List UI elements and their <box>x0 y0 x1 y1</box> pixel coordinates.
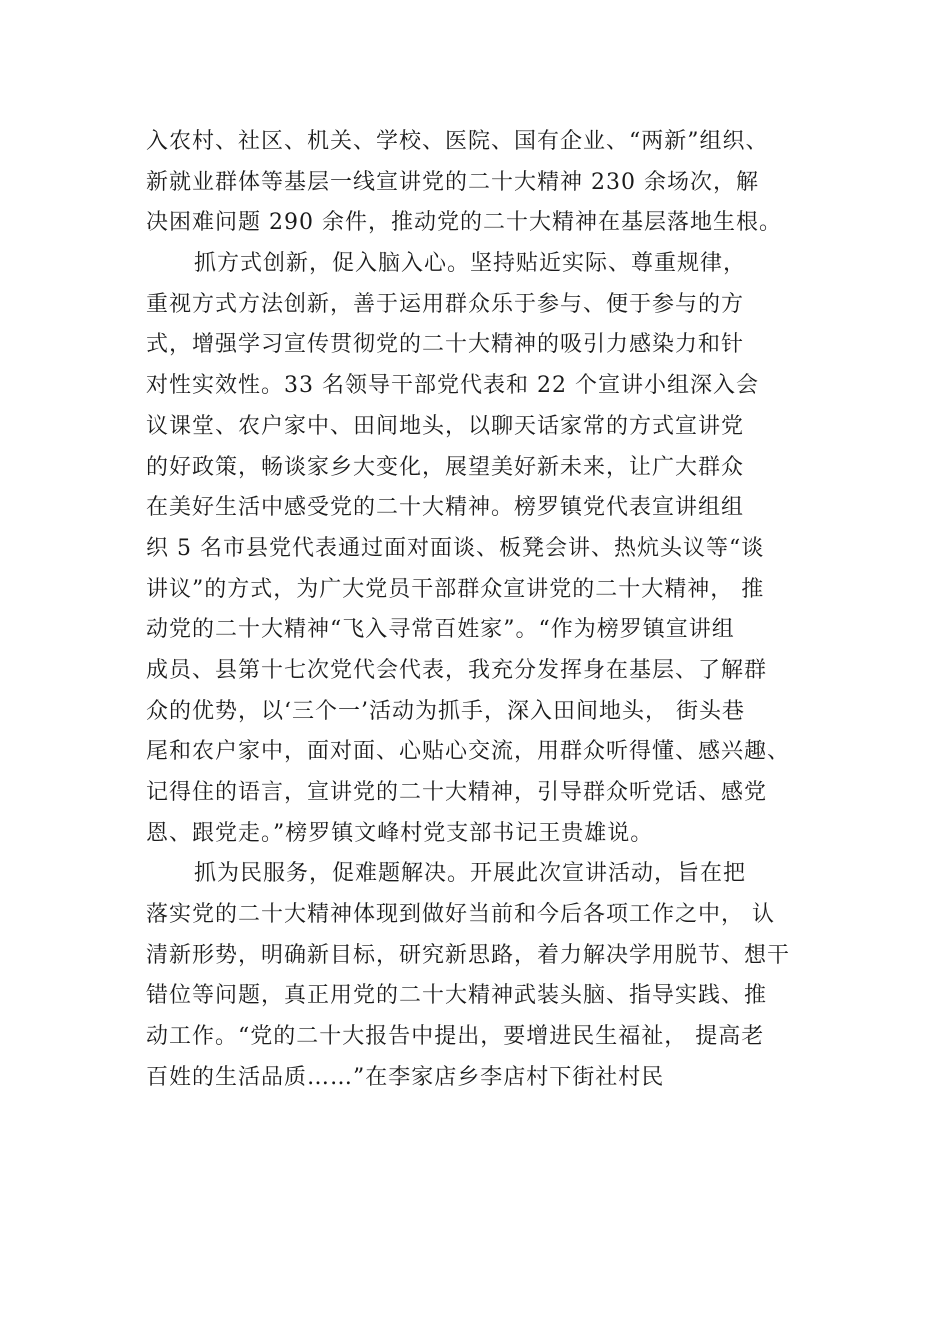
text-line: 错位等问题，真正用党的二十大精神武装头脑、指导实践、推 <box>146 983 768 1009</box>
text-line: 织 5 名市县党代表通过面对面谈、板凳会讲、热炕头议等“谈 <box>146 535 765 561</box>
text-line: 决困难问题 290 余件，推动党的二十大精神在基层落地生根。 <box>146 210 782 236</box>
text-line: 百姓的生活品质……”在李家店乡李店村下街社村民 <box>146 1064 665 1090</box>
text-line: 对性实效性。33 名领导干部党代表和 22 个宣讲小组深入会 <box>146 373 759 399</box>
text-line: 的好政策，畅谈家乡大变化，展望美好新未来，让广大群众 <box>146 454 745 480</box>
text-line: 成员、县第十七次党代会代表，我充分发挥身在基层、了解群 <box>146 657 768 683</box>
text-line: 恩、跟党走。”榜罗镇文峰村党支部书记王贵雄说。 <box>146 820 654 846</box>
text-line: 重视方式方法创新，善于运用群众乐于参与、便于参与的方 <box>146 291 745 317</box>
text-line: 动党的二十大精神“飞入寻常百姓家”。“作为榜罗镇宣讲组 <box>146 617 735 643</box>
text-line: 落实党的二十大精神体现到做好当前和今后各项工作之中， 认 <box>146 902 775 928</box>
paragraph-start-line: 抓为民服务，促难题解决。开展此次宣讲活动，旨在把 <box>194 861 747 887</box>
text-line: 新就业群体等基层一线宣讲党的二十大精神 230 余场次，解 <box>146 169 759 195</box>
text-line: 讲议”的方式，为广大党员干部群众宣讲党的二十大精神， 推 <box>146 576 765 602</box>
text-line: 众的优势，以‘三个一’活动为抓手，深入田间地头， 街头巷 <box>146 698 745 724</box>
text-line: 入农村、社区、机关、学校、医院、国有企业、“两新”组织、 <box>146 129 769 154</box>
body-text <box>146 122 836 1099</box>
text-line: 议课堂、农户家中、田间地头，以聊天话家常的方式宣讲党 <box>146 413 745 439</box>
text-line: 清新形势，明确新目标，研究新思路，着力解决学用脱节、想干 <box>146 942 791 968</box>
text-line: 在美好生活中感受党的二十大精神。榜罗镇党代表宣讲组组 <box>146 495 745 521</box>
text-line: 尾和农户家中，面对面、心贴心交流，用群众听得懂、感兴趣、 <box>146 739 791 765</box>
text-line: 动工作。“党的二十大报告中提出，要增进民生福祉， 提高老 <box>146 1024 765 1050</box>
text-line: 式，增强学习宣传贯彻党的二十大精神的吸引力感染力和针 <box>146 332 745 358</box>
paragraph-start-line: 抓方式创新，促入脑入心。坚持贴近实际、尊重规律， <box>194 251 747 277</box>
text-line: 记得住的语言，宣讲党的二十大精神，引导群众听党话、感党 <box>146 780 768 805</box>
